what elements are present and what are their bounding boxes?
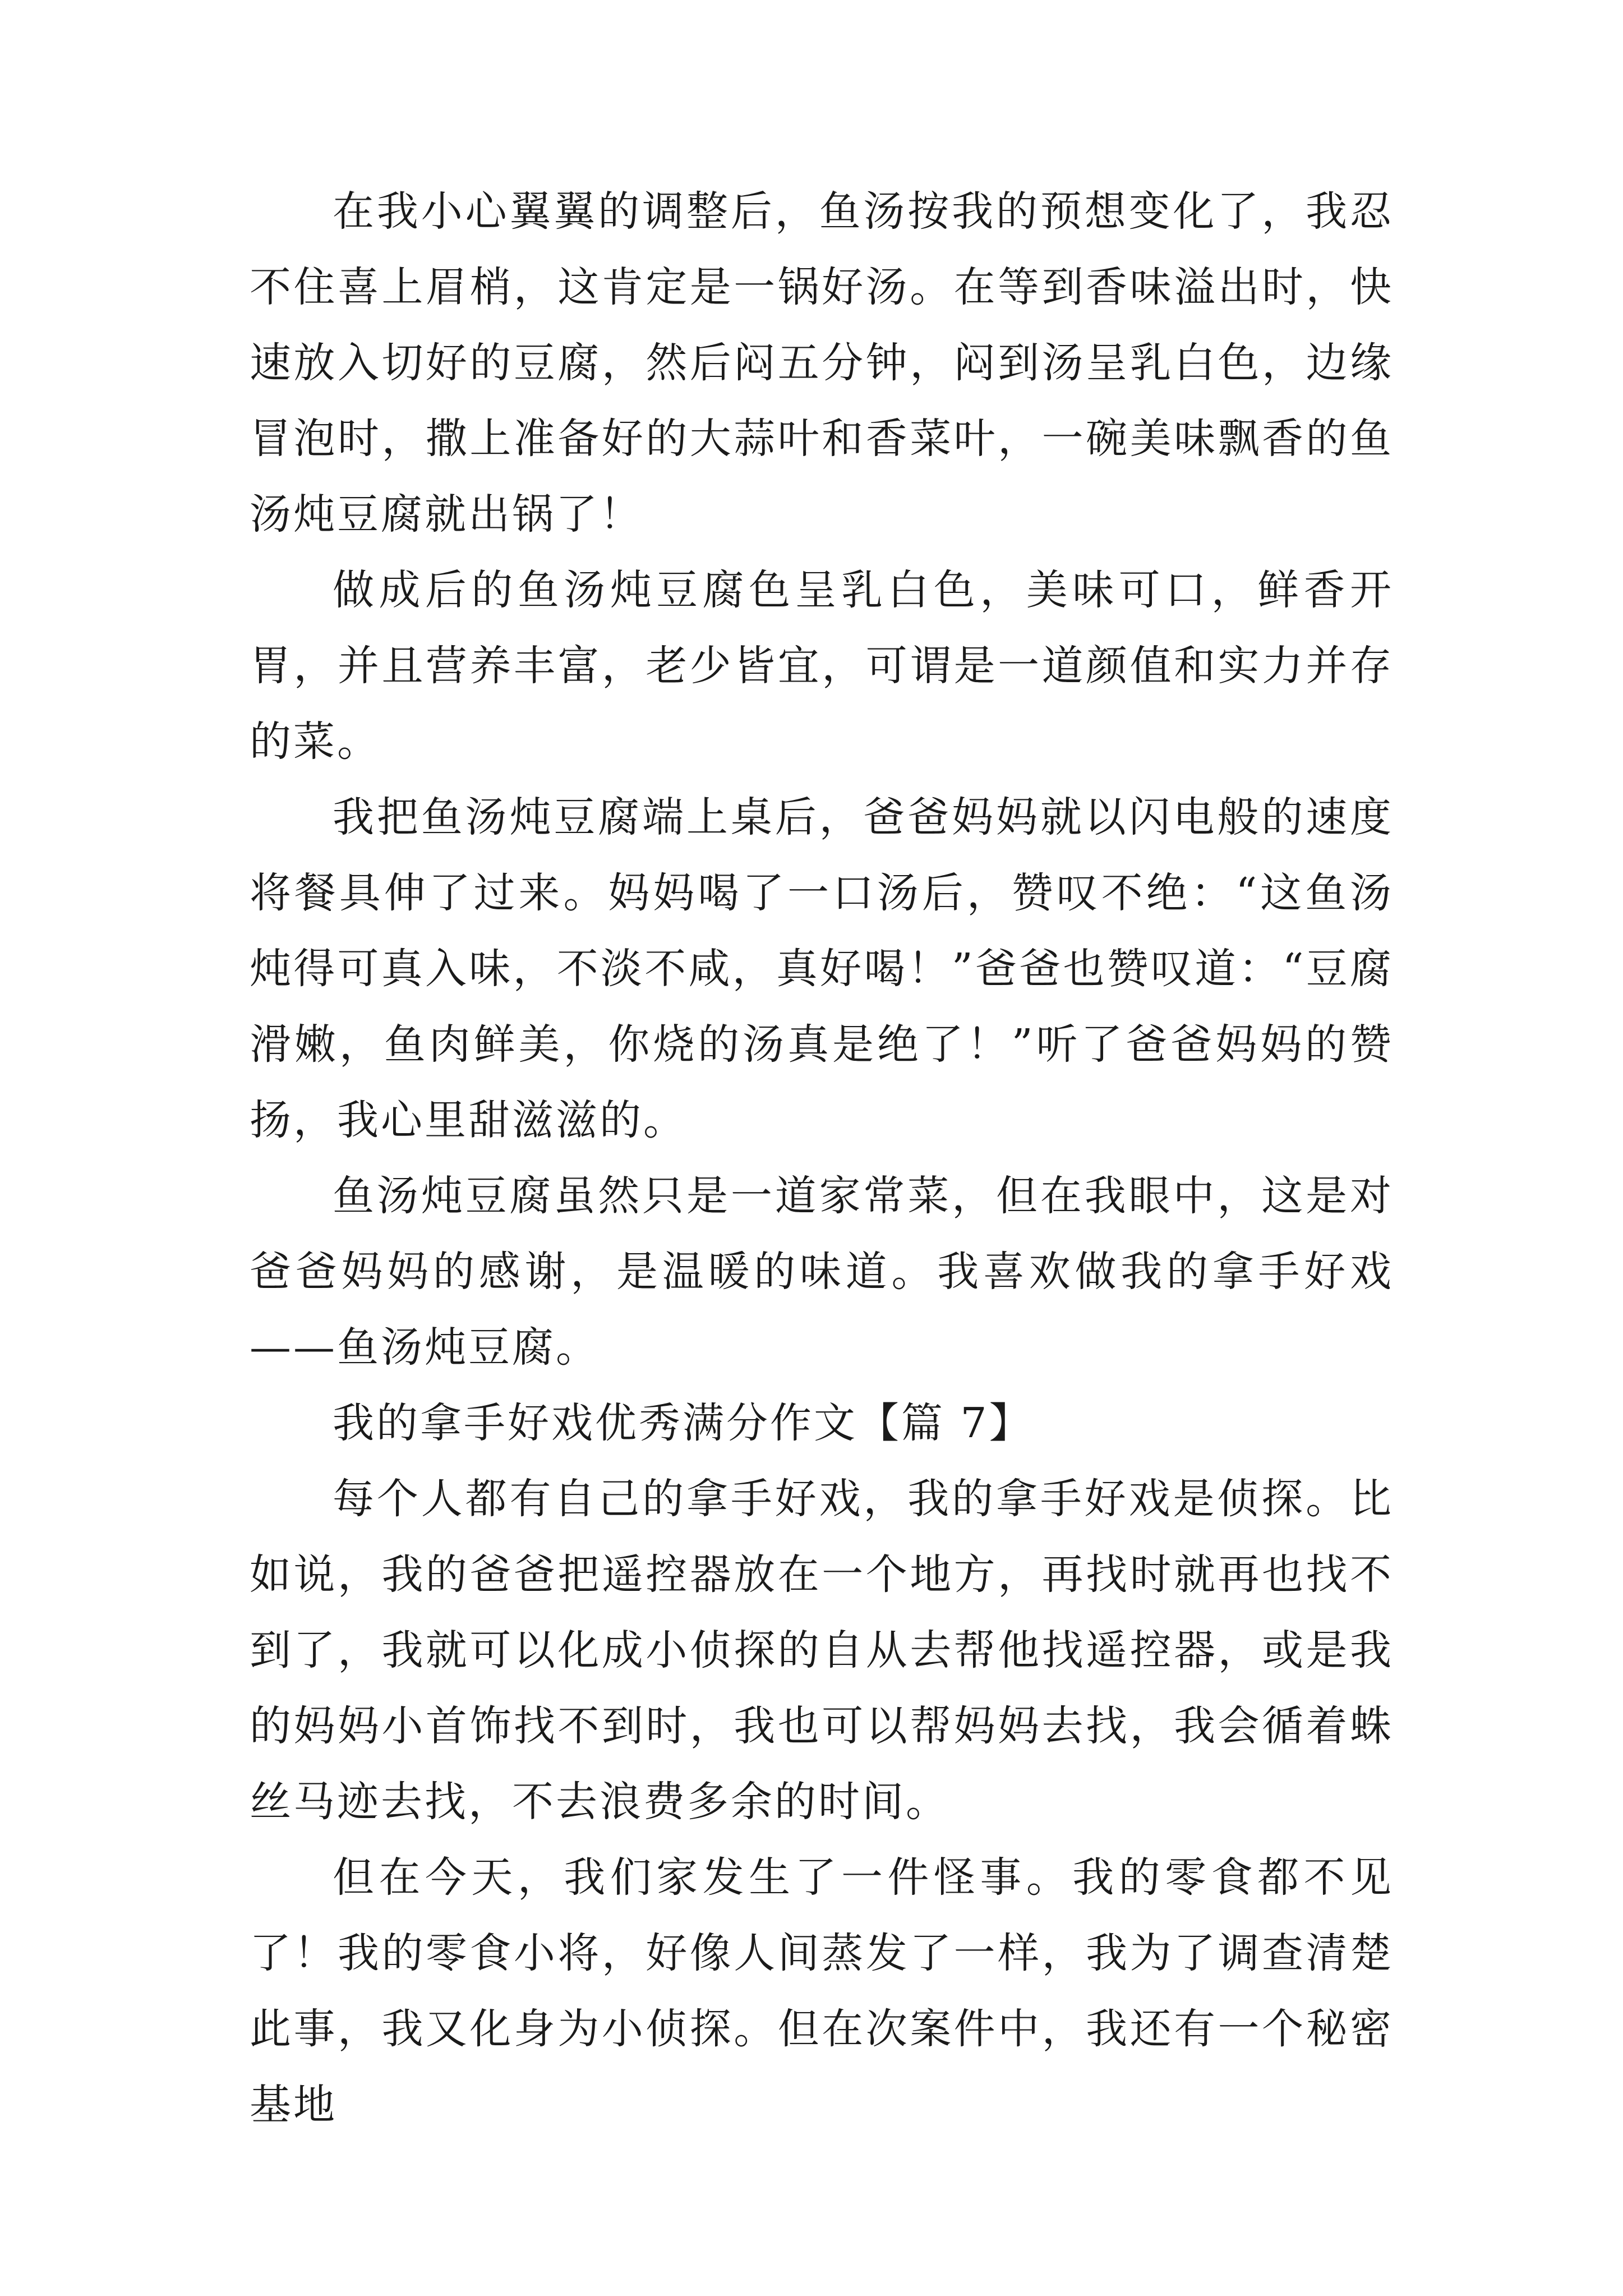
paragraph-fish-soup-cooking: 在我小心翼翼的调整后，鱼汤按我的预想变化了，我忍不住喜上眉梢，这肯定是一锅好汤。在等到香味溢出时，快速放入切好的豆腐，然后闷五分钟，闷到汤呈乳白色，边缘冒泡时，撒上准备好的大蒜叶和香菜叶，一碗美味飘香的鱼汤炖豆腐就出锅了！ [250,187,1394,539]
paragraph-missing-snacks: 但在今天，我们家发生了一件怪事。我的零食都不见了！我的零食小将，好像人间蒸发了一样，我为了调查清楚此事，我又化身为小侦探。但在次案件中，我还有一个秘密基地 [250,1853,1394,2129]
paragraph-fish-soup-result: 做成后的鱼汤炖豆腐色呈乳白色，美味可口，鲜香开胃，并且营养丰富，老少皆宜，可谓是一道颜值和实力并存的菜。 [250,566,1394,766]
section-title: 我的拿手好戏优秀满分作文【篇 7】 [333,1399,1033,1447]
paragraph-conclusion: 鱼汤炖豆腐虽然只是一道家常菜，但在我眼中，这是对爸爸妈妈的感谢，是温暖的味道。我喜欢做我的拿手好戏——鱼汤炖豆腐。 [250,1172,1394,1372]
paragraph-detective-intro: 每个人都有自己的拿手好戏，我的拿手好戏是侦探。比如说，我的爸爸把遥控器放在一个地方，再找时就再也找不到了，我就可以化成小侦探的自从去帮他找遥控器，或是我的妈妈小首饰找不到时，我也可以帮妈妈去找，我会循着蛛丝马迹去找，不去浪费多余的时间。 [250,1475,1394,1826]
document-page [250,174,1394,2143]
paragraph-parents-praise: 我把鱼汤炖豆腐端上桌后，爸爸妈妈就以闪电般的速度将餐具伸了过来。妈妈喝了一口汤后，赞叹不绝：“这鱼汤炖得可真入味，不淡不咸，真好喝！”爸爸也赞叹道：“豆腐滑嫩，鱼肉鲜美，你烧的汤真是绝了！”听了爸爸妈妈的赞扬，我心里甜滋滋的。 [250,793,1394,1144]
